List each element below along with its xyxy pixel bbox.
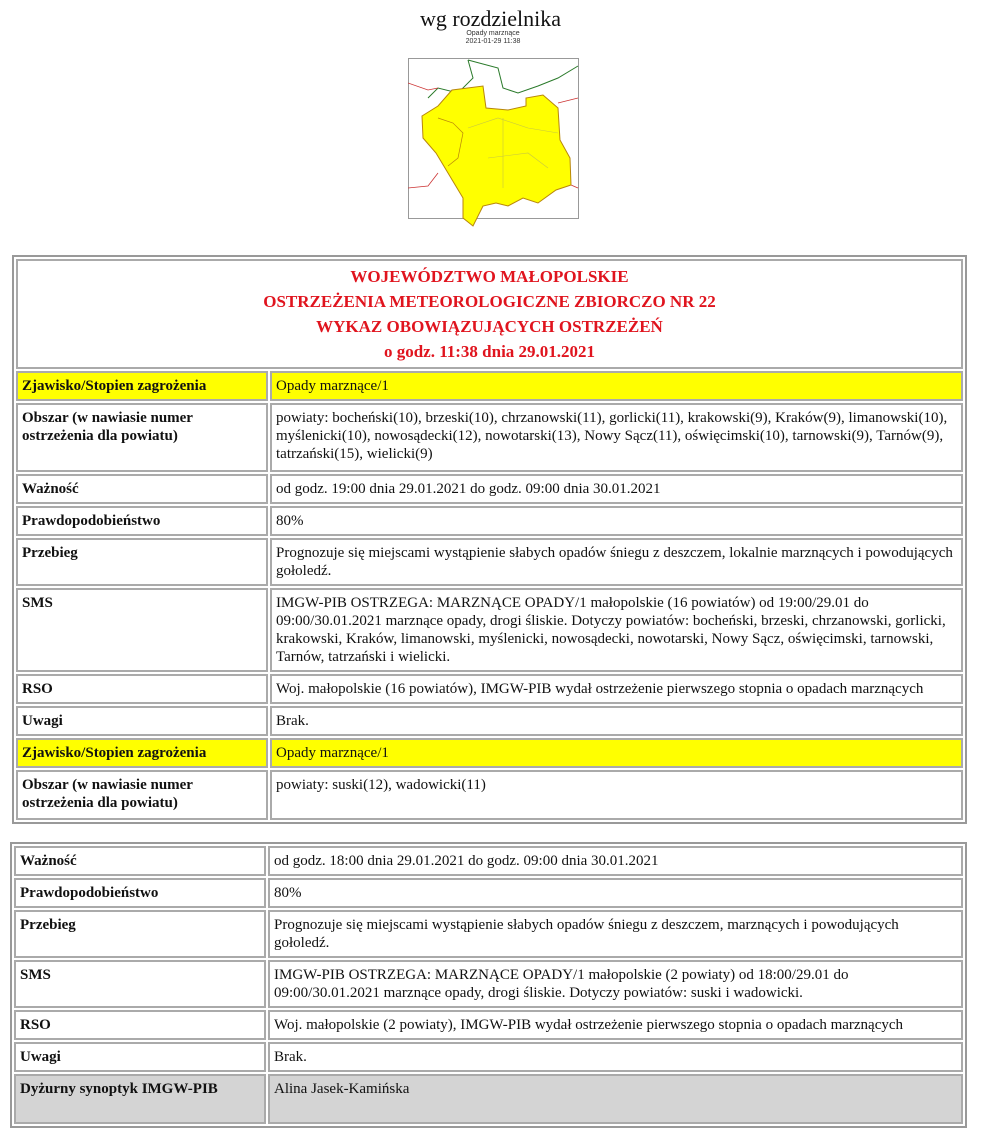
header-line-1: WOJEWÓDZTWO MAŁOPOLSKIE	[350, 267, 629, 286]
table-row	[16, 506, 963, 536]
row-label: RSO	[14, 1010, 266, 1040]
map-title: Opady marznące	[466, 30, 520, 37]
map-graphic	[408, 58, 583, 230]
warning-map	[398, 30, 588, 230]
row-value: od godz. 19:00 dnia 29.01.2021 do godz. 09:00 dnia 30.01.2021	[270, 474, 963, 504]
table-row	[16, 706, 963, 736]
table-row	[16, 588, 963, 672]
forecaster-label: Dyżurny synoptyk IMGW-PIB	[14, 1074, 266, 1124]
header-line-4: o godz. 11:38 dnia 29.01.2021	[383, 342, 596, 361]
forecaster-name: Alina Jasek-Kamińska	[268, 1074, 963, 1124]
row-label: Obszar (w nawiasie numer ostrzeżenia dla powiatu)	[16, 403, 268, 472]
row-label: SMS	[14, 960, 266, 1008]
header-line-3: WYKAZ OBOWIĄZUJĄCYCH OSTRZEŻEŃ	[316, 317, 663, 336]
table-row	[16, 538, 963, 586]
table-row	[14, 910, 963, 958]
warnings-table-1	[12, 255, 967, 824]
row-label: Zjawisko/Stopien zagrożenia	[16, 371, 268, 401]
row-value: Prognozuje się miejscami wystąpienie słabych opadów śniegu z deszczem, lokalnie marznących i powodujących gołoledź.	[270, 538, 963, 586]
row-label: Obszar (w nawiasie numer ostrzeżenia dla powiatu)	[16, 770, 268, 820]
table-row	[16, 403, 963, 472]
row-value: Brak.	[270, 706, 963, 736]
table-row	[16, 738, 963, 768]
row-value: Woj. małopolskie (16 powiatów), IMGW-PIB wydał ostrzeżenie pierwszego stopnia o opadach marznących	[270, 674, 963, 704]
row-value: powiaty: suski(12), wadowicki(11)	[270, 770, 963, 820]
row-label: SMS	[16, 588, 268, 672]
row-value: IMGW-PIB OSTRZEGA: MARZNĄCE OPADY/1 małopolskie (2 powiaty) od 18:00/29.01 do 09:00/30.01.2021 marznące opady, drogi śliskie. Dotyczy powiatów: suski i wadowicki.	[268, 960, 963, 1008]
row-value: powiaty: bocheński(10), brzeski(10), chrzanowski(11), gorlicki(11), krakowski(9), Kraków(9), limanowski(10), myślenicki(10), nowosądecki(12), nowotarski(13), Nowy Sącz(11), oświęcimski(10), tarnowski(9), Tarnów(9), tatrzański(15), wielicki(9)	[270, 403, 963, 472]
row-label: Ważność	[16, 474, 268, 504]
row-label: Przebieg	[14, 910, 266, 958]
row-value: Prognozuje się miejscami wystąpienie słabych opadów śniegu z deszczem, marznących i powodujących gołoledź.	[268, 910, 963, 958]
row-value: Brak.	[268, 1042, 963, 1072]
row-label: Przebieg	[16, 538, 268, 586]
row-value: Opady marznące/1	[270, 371, 963, 401]
row-label: Ważność	[14, 846, 266, 876]
table-row	[14, 1042, 963, 1072]
row-value: IMGW-PIB OSTRZEGA: MARZNĄCE OPADY/1 małopolskie (16 powiatów) od 19:00/29.01 do 09:00/30.01.2021 marznące opady, drogi śliskie. Dotyczy powiatów: bocheński, brzeski, chrzanowski, gorlicki, krakowski, Kraków, limanowski, myślenicki, nowosądecki, nowotarski, Nowy Sącz, oświęcimski, tarnowski, Tarnów, tatrzański i wielicki.	[270, 588, 963, 672]
row-label: Uwagi	[14, 1042, 266, 1072]
row-value: Opady marznące/1	[270, 738, 963, 768]
row-value: od godz. 18:00 dnia 29.01.2021 do godz. 09:00 dnia 30.01.2021	[268, 846, 963, 876]
page-title: wg rozdzielnika	[419, 6, 562, 31]
header-line-2: OSTRZEŻENIA METEOROLOGICZNE ZBIORCZO NR 22	[263, 292, 716, 311]
table-row	[16, 674, 963, 704]
map-timestamp: 2021-01-29 11:38	[465, 38, 521, 45]
table-row	[16, 371, 963, 401]
row-label: RSO	[16, 674, 268, 704]
row-label: Prawdopodobieństwo	[14, 878, 266, 908]
table-row	[14, 1010, 963, 1040]
row-label: Uwagi	[16, 706, 268, 736]
row-label: Zjawisko/Stopien zagrożenia	[16, 738, 268, 768]
row-label: Prawdopodobieństwo	[16, 506, 268, 536]
table-row	[14, 878, 963, 908]
row-value: 80%	[270, 506, 963, 536]
table-row	[14, 846, 963, 876]
table-row	[16, 474, 963, 504]
report-header	[16, 259, 963, 369]
table-row	[14, 960, 963, 1008]
table-row	[16, 770, 963, 820]
table-row	[14, 1074, 963, 1124]
row-value: Woj. małopolskie (2 powiaty), IMGW-PIB wydał ostrzeżenie pierwszego stopnia o opadach marznących	[268, 1010, 963, 1040]
warnings-table-2	[10, 842, 967, 1128]
row-value: 80%	[268, 878, 963, 908]
